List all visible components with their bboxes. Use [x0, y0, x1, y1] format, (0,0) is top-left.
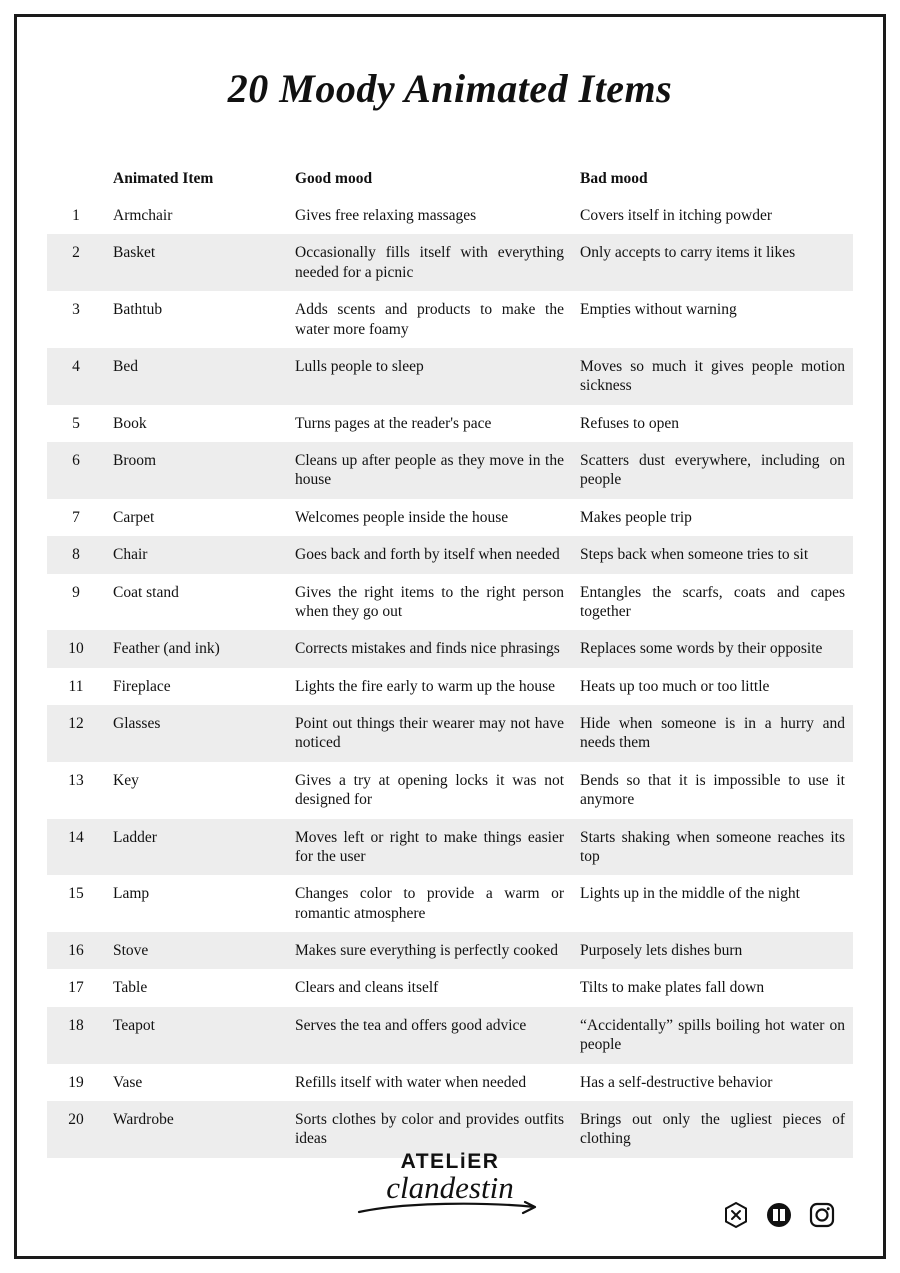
- row-good-mood: Refills itself with water when needed: [295, 1073, 527, 1091]
- row-bad-mood: Empties without warning: [580, 301, 737, 319]
- row-good-mood: Clears and cleans itself: [295, 979, 439, 997]
- table-row: [47, 574, 853, 631]
- row-good-mood: Occasionally fills itself with everything needed for a picnic: [287, 234, 572, 291]
- row-number: 10: [47, 630, 105, 667]
- table-row: [47, 234, 853, 291]
- row-number: 19: [68, 1073, 84, 1091]
- row-item: Vase: [113, 1073, 143, 1091]
- brand-logo: [320, 1150, 580, 1216]
- column-header-good: Good mood: [295, 170, 373, 187]
- row-item: Armchair: [113, 207, 173, 224]
- row-item: Key: [113, 771, 139, 789]
- row-item: Basket: [105, 234, 287, 291]
- row-number: 3: [72, 301, 80, 319]
- row-good-mood: Corrects mistakes and finds nice phrasings: [287, 630, 572, 667]
- row-bad-mood: Purposely lets dishes burn: [572, 932, 853, 969]
- row-item: Feather (and ink): [105, 630, 287, 667]
- table-row: [47, 1064, 853, 1101]
- row-good-mood: Sorts clothes by color and provides outfits ideas: [287, 1101, 572, 1158]
- table-body: [47, 197, 853, 1158]
- row-bad-mood: Makes people trip: [580, 508, 692, 526]
- moody-items-table: [47, 166, 853, 1158]
- row-item: Broom: [105, 442, 287, 499]
- table-row: [47, 1007, 853, 1064]
- row-number: 1: [72, 207, 80, 224]
- row-item: Carpet: [113, 508, 155, 526]
- row-number: 9: [72, 583, 80, 601]
- row-number: 15: [68, 885, 84, 903]
- table-row: [47, 762, 853, 819]
- brand-name-top: ATELiER: [400, 1150, 500, 1173]
- table-row: [47, 291, 853, 348]
- row-number: 13: [68, 771, 84, 789]
- table-row: [47, 819, 853, 876]
- table-row: [47, 348, 853, 405]
- row-number: 6: [47, 442, 105, 499]
- row-bad-mood: Only accepts to carry items it likes: [572, 234, 853, 291]
- row-number: 2: [47, 234, 105, 291]
- table-row: [47, 536, 853, 573]
- row-good-mood: Turns pages at the reader's pace: [295, 414, 492, 432]
- row-bad-mood: Scatters dust everywhere, including on people: [572, 442, 853, 499]
- row-good-mood: Makes sure everything is perfectly cooked: [287, 932, 572, 969]
- row-number: 4: [47, 348, 105, 405]
- row-bad-mood: Brings out only the ugliest pieces of clothing: [572, 1101, 853, 1158]
- row-good-mood: Changes color to provide a warm or romantic atmosphere: [295, 885, 564, 922]
- column-header-number: [47, 166, 105, 197]
- row-number: 14: [47, 819, 105, 876]
- row-item: Lamp: [113, 885, 150, 903]
- row-number: 16: [47, 932, 105, 969]
- table-row: [47, 969, 853, 1006]
- row-good-mood: Welcomes people inside the house: [295, 508, 509, 526]
- footer: [17, 1146, 883, 1242]
- row-item: Book: [113, 414, 147, 432]
- table-row: [47, 499, 853, 536]
- table-row: [47, 668, 853, 705]
- row-bad-mood: Steps back when someone tries to sit: [572, 536, 853, 573]
- row-item: Stove: [105, 932, 287, 969]
- row-good-mood: Serves the tea and offers good advice: [287, 1007, 572, 1064]
- row-number: 17: [68, 979, 84, 997]
- row-number: 7: [72, 508, 80, 526]
- row-item: Fireplace: [113, 677, 171, 695]
- row-bad-mood: Bends so that it is impossible to use it anymore: [580, 771, 845, 809]
- page-title: 20 Moody Animated Items: [227, 66, 673, 111]
- row-item: Ladder: [105, 819, 287, 876]
- row-good-mood: Gives a try at opening locks it was not designed for: [295, 771, 564, 809]
- row-number: 20: [47, 1101, 105, 1158]
- row-good-mood: Cleans up after people as they move in the house: [287, 442, 572, 499]
- dice-icon[interactable]: [721, 1200, 751, 1230]
- row-item: Coat stand: [113, 583, 179, 601]
- table-row: [47, 442, 853, 499]
- table-header-row: [47, 166, 853, 197]
- row-bad-mood: Heats up too much or too little: [580, 677, 770, 695]
- row-number: 11: [68, 677, 84, 695]
- table-row: [47, 932, 853, 969]
- row-bad-mood: Hide when someone is in a hurry and needs them: [572, 705, 853, 762]
- row-good-mood: Lights the fire early to warm up the house: [295, 677, 555, 695]
- social-links: [721, 1200, 837, 1230]
- table-row: [47, 405, 853, 442]
- row-good-mood: Point out things their wearer may not have noticed: [287, 705, 572, 762]
- table-header: [47, 166, 853, 197]
- row-good-mood: Lulls people to sleep: [287, 348, 572, 405]
- row-item: Table: [113, 979, 148, 997]
- row-bad-mood: Lights up in the middle of the night: [580, 885, 800, 903]
- row-item: Wardrobe: [105, 1101, 287, 1158]
- row-item: Bed: [105, 348, 287, 405]
- row-bad-mood: Has a self-destructive behavior: [580, 1073, 773, 1091]
- instagram-icon[interactable]: [807, 1200, 837, 1230]
- row-number: 18: [47, 1007, 105, 1064]
- row-item: Bathtub: [113, 301, 163, 319]
- row-good-mood: Goes back and forth by itself when needed: [287, 536, 572, 573]
- table-row: [47, 630, 853, 667]
- row-item: Chair: [105, 536, 287, 573]
- book-icon[interactable]: [764, 1200, 794, 1230]
- row-good-mood: Gives free relaxing massages: [295, 207, 477, 224]
- row-good-mood: Gives the right items to the right person when they go out: [295, 583, 564, 620]
- table-row: [47, 705, 853, 762]
- brand-name-bottom: clandestin: [386, 1170, 514, 1205]
- table-row: [47, 875, 853, 932]
- row-bad-mood: Refuses to open: [580, 414, 680, 432]
- row-number: 12: [47, 705, 105, 762]
- column-header-item: Animated Item: [113, 170, 214, 187]
- row-item: Teapot: [105, 1007, 287, 1064]
- column-header-bad: Bad mood: [580, 170, 648, 187]
- page-frame: [14, 14, 886, 1259]
- row-bad-mood: Covers itself in itching powder: [580, 207, 772, 224]
- row-bad-mood: Moves so much it gives people motion sickness: [572, 348, 853, 405]
- row-bad-mood: Entangles the scarfs, coats and capes together: [580, 583, 845, 620]
- table-row: [47, 197, 853, 234]
- row-item: Glasses: [105, 705, 287, 762]
- row-bad-mood: “Accidentally” spills boiling hot water on people: [572, 1007, 853, 1064]
- row-bad-mood: Tilts to make plates fall down: [580, 979, 765, 997]
- row-good-mood: Moves left or right to make things easier for the user: [287, 819, 572, 876]
- row-good-mood: Adds scents and products to make the water more foamy: [295, 301, 564, 338]
- row-number: 5: [72, 414, 80, 432]
- row-bad-mood: Starts shaking when someone reaches its top: [572, 819, 853, 876]
- row-number: 8: [47, 536, 105, 573]
- row-bad-mood: Replaces some words by their opposite: [572, 630, 853, 667]
